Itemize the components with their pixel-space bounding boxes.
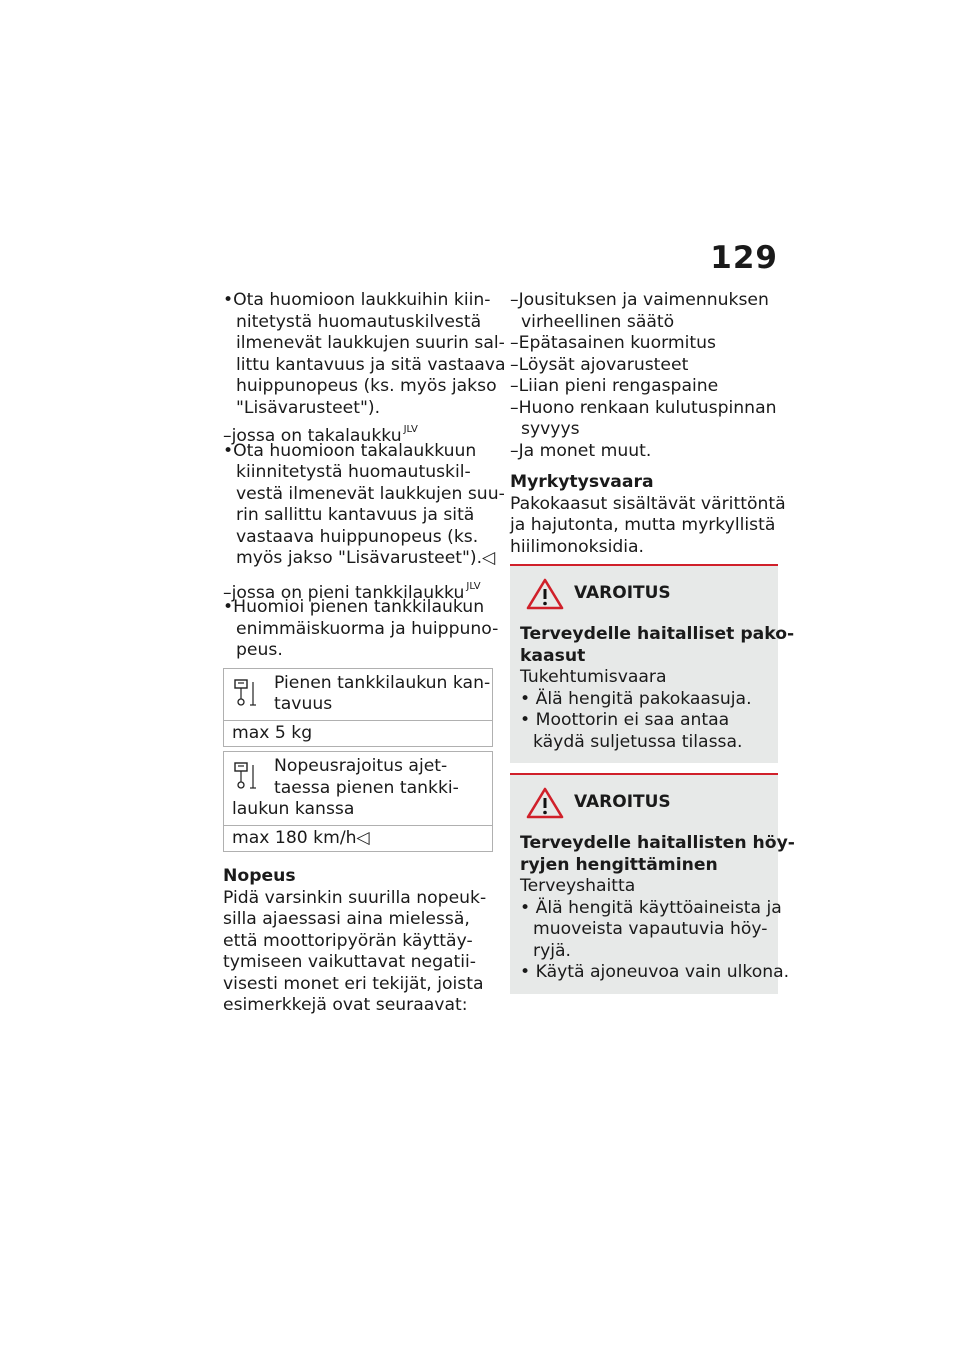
bullet-icon: • [520,897,536,918]
dash-item: –Jousituksen ja vaimennuksen virheellinen säätö [510,290,769,332]
text-line: ja hajutonta, mutta myrkyllistä [510,515,776,535]
text-line: ilmenevät laukkujen suurin sal- [236,333,505,353]
text-line: vestä ilmenevät laukkujen suu- [236,483,505,504]
text-line: silla ajaessasi aina mielessä, [223,909,470,929]
equipment-code: JLV [466,580,481,592]
right-column [510,290,795,994]
text-line: kiinnitetystä huomautuskil- [236,462,471,482]
text-line: huippunopeus (ks. myös jakso [236,376,497,396]
bullet-icon: • [223,290,234,310]
text-line: tymiseen vaikuttavat negatii- [223,952,477,972]
dash-item: –Löysät ajovarusteet [510,354,689,375]
text-line: Pidä varsinkin suurilla nopeuk- [223,887,487,908]
dash-item: –Ja monet muut. [510,440,652,461]
spec-label: tavuus [274,694,333,714]
section-heading-poison: Myrkytysvaara [510,472,654,492]
text-line: vastaava huippunopeus (ks. [236,526,479,547]
text-line: littu kantavuus ja sitä vastaava [236,354,506,375]
text-line: nitetystä huomautuskilvestä [236,311,482,332]
warning-triangle-icon [526,787,564,819]
warning-subtitle: Tukehtumisvaara [520,667,667,687]
dash-item: –jossa on takalaukku $^{JLV}$ [223,424,418,446]
text-line: Pakokaasut sisältävät värittöntä [510,493,786,514]
spec-label: laukun kanssa [232,799,355,819]
text-line: Huomioi pienen tankkilaukun [233,597,485,617]
bullet-item [223,440,505,570]
bullet-icon: • [223,440,234,461]
text-line: visesti monet eri tekijät, joista [223,973,484,994]
spec-value: max 180 km/h◁ [232,827,370,848]
section-heading-speed: Nopeus [223,866,296,886]
spec-label: Pienen tankkilaukun kan- [274,672,491,693]
warning-triangle-icon [526,578,564,610]
left-column [223,290,506,1017]
bullet-item [223,290,506,419]
text-line: Ota huomioon laukkuihin kiin- [233,290,491,310]
warning-heading: ryjen hengittäminen [520,854,718,875]
tank-bag-icon [233,762,257,790]
warning-bullet: • Moottorin ei saa antaa [520,710,730,730]
text-line: hiilimonoksidia. [510,536,645,557]
dash-item: –jossa on pieni tankkilaukku $^{JLV}$ [223,580,481,603]
bullet-icon: • [520,688,536,709]
text-line: rin sallittu kantavuus ja sitä [236,505,475,525]
spec-label: taessa pienen tankki- [274,777,459,798]
spec-table-speed [223,751,493,852]
warning-label: VAROITUS [574,583,671,604]
warning-bullet: • Älä hengitä pakokaasuja. [520,688,752,709]
warning-bullet: • Käytä ajoneuvoa vain ulkona. [520,962,790,982]
text-line: enimmäiskuorma ja huippuno- [236,618,499,639]
tank-bag-icon [233,679,257,707]
warning-heading: Terveydelle haitallisten höy- [520,833,795,853]
warning-heading: Terveydelle haitalliset pako- [520,624,795,644]
text-line: myös jakso "Lisävarusteet").◁ [236,548,496,568]
text-line: että moottoripyörän käyttäy- [223,930,473,951]
bullet-icon: • [520,710,536,730]
equipment-code: JLV [403,424,418,435]
text-line: peus. [236,640,283,660]
warning-heading: kaasut [520,645,586,666]
page-number: 129 [710,240,778,276]
bullet-icon: • [223,597,234,617]
bullet-item [223,597,499,662]
warning-label: VAROITUS [574,792,671,813]
bullet-icon: • [520,962,536,982]
spec-table-capacity [223,668,493,748]
warning-bullet: • Älä hengitä käyttöaineista ja [520,897,782,918]
dash-item: –Liian pieni rengaspaine [510,376,719,396]
dash-item: –Huono renkaan kulutuspinnan syvyys [510,397,777,439]
spec-label: Nopeusrajoitus ajet- [274,756,448,776]
text-line: "Lisävarusteet"). [236,397,381,418]
text-line: esimerkkejä ovat seuraavat: [223,995,468,1015]
warning-subtitle: Terveyshaitta [520,876,636,896]
spec-value: max 5 kg [232,722,313,743]
text-line: Ota huomioon takalaukkuun [233,440,477,461]
warning-box-exhaust: VAROITUS Terveydelle haitalliset pako- kaasut Tukehtumisvaara • Älä hengitä pakokaasuja. • Moottorin ei saa antaa käydä suljetussa tilassa. [510,564,778,763]
warning-box-vapours: VAROITUS Terveydelle haitallisten höy- ryjen hengittäminen Terveyshaitta • Älä hengitä käyttöaineista ja muoveista vapautuvia höy- ryjä. • Käytä ajoneuvoa vain ulkona. [510,773,778,994]
dash-item: –Epätasainen kuormitus [510,333,716,353]
